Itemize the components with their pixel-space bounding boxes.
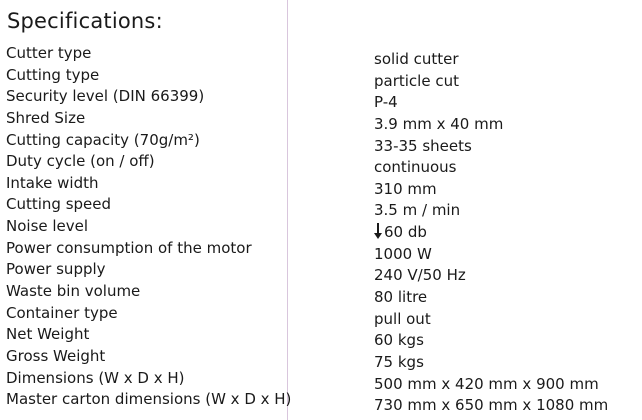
spec-row-dimensions (0, 368, 642, 393)
spec-row-noise-level (0, 216, 642, 242)
spec-row-gross-weight (0, 346, 642, 371)
spec-row-cutting-capacity (0, 130, 642, 155)
spec-value: 80 litre (374, 288, 428, 307)
spec-label: Duty cycle (on / off) (6, 152, 155, 171)
spec-label: Shred Size (6, 108, 86, 127)
spec-value: 60 kgs (374, 331, 424, 350)
spec-label: Gross Weight (6, 346, 106, 365)
spec-row-master-carton-dimensions (0, 389, 642, 415)
spec-row-power-consumption (0, 238, 642, 263)
spec-label: Cutter type (6, 44, 92, 62)
spec-value: pull out (374, 309, 431, 328)
spec-value: 3.9 mm x 40 mm (374, 114, 504, 133)
spec-label: Master carton dimensions (W x D x H) (6, 390, 292, 409)
spec-value: 33-35 sheets (374, 136, 472, 155)
spec-label: Cutting capacity (70g/m²) (6, 130, 200, 149)
spec-row-cutter-type (0, 43, 642, 68)
spec-row-duty-cycle (0, 151, 642, 177)
spec-row-shred-size (0, 108, 642, 133)
spec-label: Container type (6, 303, 118, 322)
spec-row-power-supply (0, 259, 642, 285)
spec-value: 310 mm (374, 179, 437, 198)
spec-label: Cutting type (6, 65, 100, 84)
spec-label: Net Weight (6, 325, 90, 344)
spec-row-net-weight (0, 324, 642, 350)
spec-label: Cutting speed (6, 195, 112, 214)
spec-value: 730 mm x 650 mm x 1080 mm (374, 396, 609, 415)
spec-value: particle cut (374, 71, 459, 90)
spec-label: Intake width (6, 173, 99, 192)
spec-row-container-type (0, 303, 642, 328)
spec-value: 1000 W (374, 244, 432, 263)
spec-value: 500 mm x 420 mm x 900 mm (374, 374, 599, 393)
spec-label: Power consumption of the motor (6, 238, 252, 257)
spec-label: Waste bin volume (6, 282, 141, 301)
spec-row-cutting-type (0, 65, 642, 90)
spec-label: Power supply (6, 260, 106, 279)
spec-value: continuous (374, 158, 457, 177)
page-title: Specifications: (7, 9, 163, 33)
spec-value: 75 kgs (374, 352, 424, 371)
spec-row-cutting-speed (0, 194, 642, 220)
spec-value: 240 V/50 Hz (374, 266, 466, 285)
spec-value: 3.5 m / min (374, 201, 461, 220)
spec-list (0, 43, 642, 415)
spec-value: solid cutter (374, 50, 459, 68)
spec-row-security-level (0, 86, 642, 112)
spec-label: Security level (DIN 66399) (6, 87, 205, 106)
spec-label: Dimensions (W x D x H) (6, 368, 185, 387)
spec-label: Noise level (6, 217, 89, 236)
spec-row-waste-bin-volume (0, 281, 642, 307)
spec-value: P-4 (374, 93, 398, 112)
noise-value-text: 60 db (384, 223, 427, 242)
spec-row-intake-width (0, 173, 642, 198)
